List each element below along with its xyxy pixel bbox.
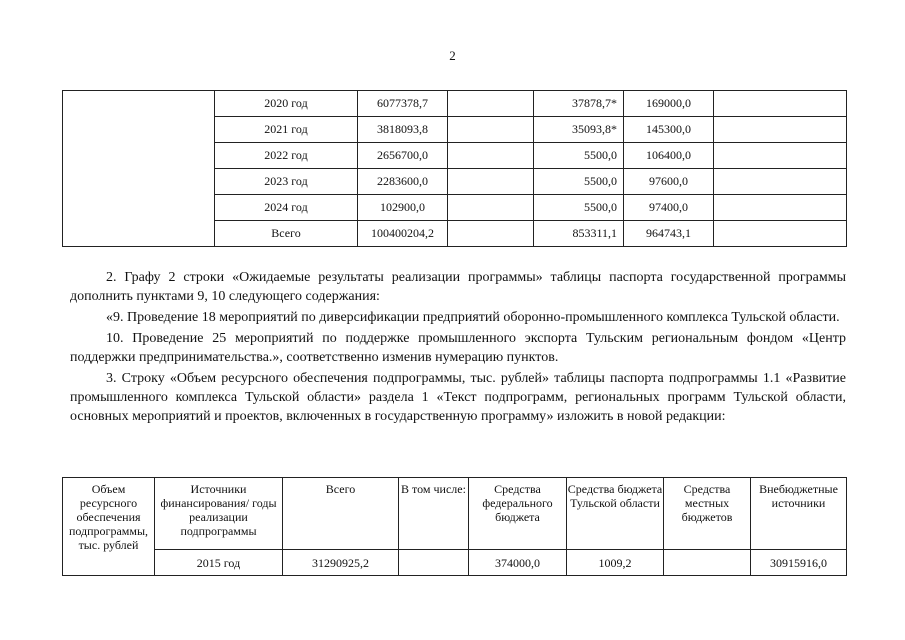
header-incl: В том числе: (399, 478, 469, 550)
cell-total: 2656700,0 (358, 143, 448, 169)
cell-year: 2023 год (215, 169, 358, 195)
table-row (63, 550, 847, 576)
cell-federal: 5500,0 (534, 143, 624, 169)
subprogram-resource-table (62, 477, 847, 576)
table-row (63, 91, 847, 117)
cell-regional: 964743,1 (624, 221, 714, 247)
cell-local (714, 195, 847, 221)
cell-regional: 106400,0 (624, 143, 714, 169)
cell-local (714, 117, 847, 143)
cell-incl (448, 143, 534, 169)
header-sources: Источники финансирования/ годы реализации подпрограммы (155, 478, 283, 550)
cell-federal: 5500,0 (534, 169, 624, 195)
cell-year: 2021 год (215, 117, 358, 143)
header-regional: Средства бюджета Тульской области (567, 478, 664, 550)
header-total: Всего (283, 478, 399, 550)
row-label-cell (63, 91, 215, 247)
cell-federal: 5500,0 (534, 195, 624, 221)
header-extra: Внебюджетные источники (751, 478, 847, 550)
paragraph-item-10: 10. Проведение 25 мероприятий по поддержке промышленного экспорта Тульским региональным фондом «Центр поддержки предпринимательства.», соответственно изменив нумерацию пунктов. (70, 331, 846, 365)
cell-incl (448, 221, 534, 247)
cell-federal: 374000,0 (469, 550, 567, 576)
header-local: Средства местных бюджетов (664, 478, 751, 550)
cell-regional: 97600,0 (624, 169, 714, 195)
page-number: 2 (449, 48, 456, 63)
cell-year: 2024 год (215, 195, 358, 221)
cell-federal: 853311,1 (534, 221, 624, 247)
cell-extra: 30915916,0 (751, 550, 847, 576)
cell-local (714, 169, 847, 195)
cell-federal: 35093,8* (534, 117, 624, 143)
cell-total: 100400204,2 (358, 221, 448, 247)
cell-year: 2022 год (215, 143, 358, 169)
cell-total: 3818093,8 (358, 117, 448, 143)
cell-incl (448, 169, 534, 195)
cell-incl (399, 550, 469, 576)
cell-total: 2283600,0 (358, 169, 448, 195)
cell-total: 31290925,2 (283, 550, 399, 576)
cell-incl (448, 117, 534, 143)
cell-year: Всего (215, 221, 358, 247)
cell-regional: 1009,2 (567, 550, 664, 576)
cell-federal: 37878,7* (534, 91, 624, 117)
cell-local (714, 91, 847, 117)
cell-regional: 145300,0 (624, 117, 714, 143)
cell-local (714, 143, 847, 169)
row-label-cell: Объем ресурсного обеспечения подпрограммы, тыс. рублей (63, 478, 155, 576)
cell-local (664, 550, 751, 576)
cell-total: 102900,0 (358, 195, 448, 221)
header-federal: Средства федерального бюджета (469, 478, 567, 550)
cell-incl (448, 91, 534, 117)
amendment-text (70, 268, 846, 428)
cell-regional: 169000,0 (624, 91, 714, 117)
paragraph-2: 2. Графу 2 строки «Ожидаемые результаты реализации программы» таблицы паспорта государственной программы дополнить пунктами 9, 10 следующего содержания: (70, 270, 846, 304)
cell-local (714, 221, 847, 247)
resource-table-continued (62, 90, 847, 247)
cell-year: 2020 год (215, 91, 358, 117)
cell-regional: 97400,0 (624, 195, 714, 221)
paragraph-3: 3. Строку «Объем ресурсного обеспечения подпрограммы, тыс. рублей» таблицы паспорта подпрограммы 1.1 «Развитие промышленного комплекса Тульской области» раздела 1 «Текст подпрограмм, региональных программ Тульской области, основных мероприятий и проектов, включенных в государственную программу» изложить в новой редакции: (70, 371, 846, 424)
cell-incl (448, 195, 534, 221)
paragraph-item-9: «9. Проведение 18 мероприятий по диверсификации предприятий оборонно-промышленного комплекса Тульской области. (106, 310, 840, 325)
cell-year: 2015 год (155, 550, 283, 576)
cell-total: 6077378,7 (358, 91, 448, 117)
